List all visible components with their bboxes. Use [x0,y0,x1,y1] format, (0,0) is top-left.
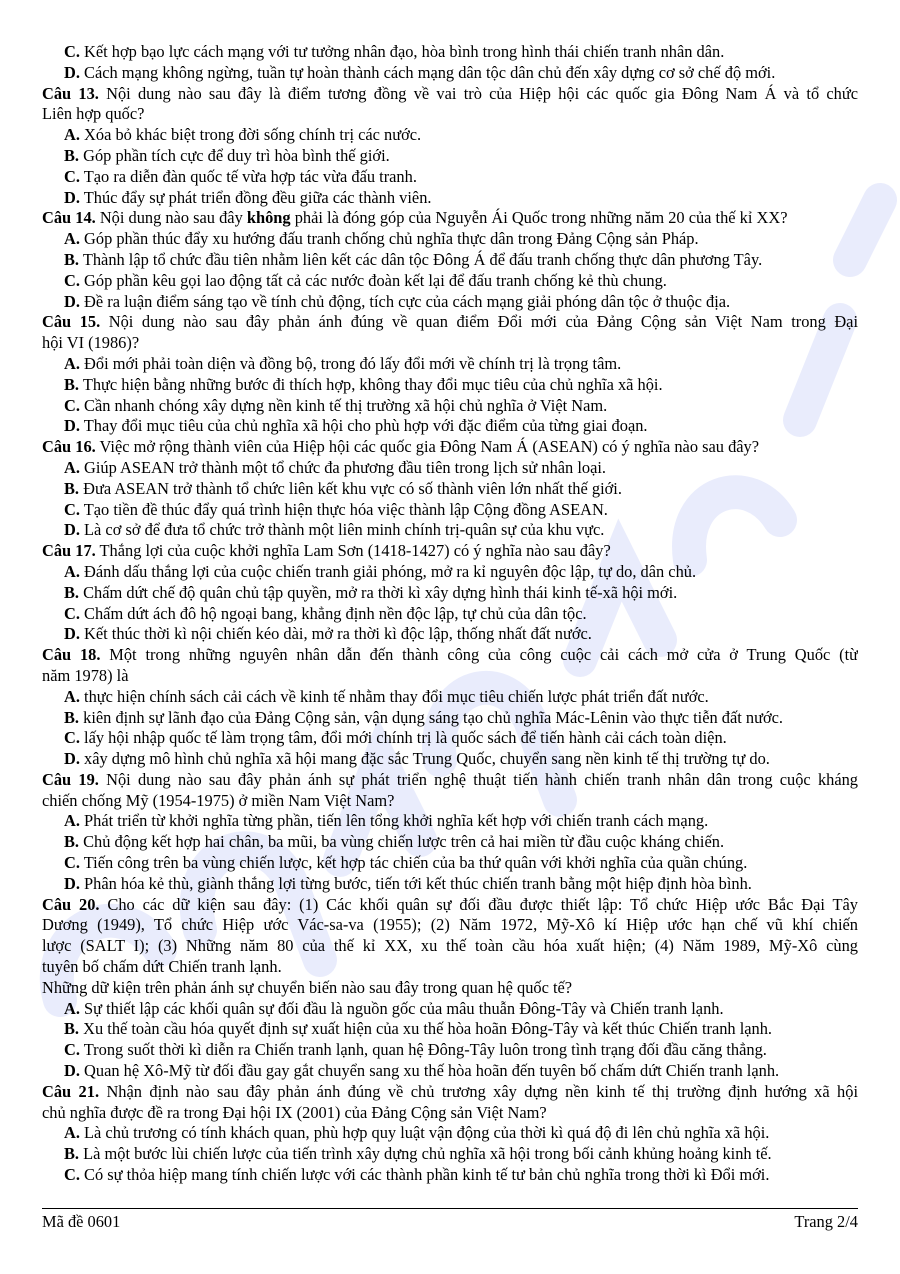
answer-option [42,188,858,209]
question-text: chủ nghĩa được đề ra trong Đại hội IX (2001) của Đảng Cộng sản Việt Nam? [42,1102,547,1122]
option-text: Cần nhanh chóng xây dựng nền kinh tế thị trường xã hội chủ nghĩa ở Việt Nam. [79,395,608,415]
option-letter: D. [64,1061,80,1081]
answer-option [42,292,858,313]
option-letter: A. [64,1123,80,1143]
answer-option [42,874,858,895]
option-letter: B. [64,1144,80,1164]
option-letter: C. [64,1040,80,1060]
option-text: Tiến công trên ba vùng chiến lược, kết hợp tác chiến của ba thứ quân với khởi nghĩa của quần chúng. [79,853,748,873]
option-text: Đánh dấu thắng lợi của cuộc chiến tranh giải phóng, mở ra kỉ nguyên độc lập, tự do, dân chủ. [79,561,697,581]
option-letter: C. [64,395,80,415]
question-text: Cho các dữ kiện sau đây: (1) Các khối quân sự đối đầu được thiết lập: Tổ chức Hiệp ước Bắc Đại Tây [99,894,858,914]
question-stem [42,1082,858,1103]
question-stem [42,84,858,105]
option-letter: D. [64,624,80,644]
answer-option [42,63,858,84]
option-letter: C. [64,603,80,623]
option-text: Là một bước lùi chiến lược của tiến trình xây dựng chủ nghĩa xã hội trong bối cảnh khủng hoảng kinh tế. [79,1144,772,1164]
option-text: thực hiện chính sách cải cách về kinh tế nhằm thay đổi mục tiêu chiến lược phát triển đất nước. [79,686,709,706]
option-letter: D. [64,520,80,540]
answer-option [42,1144,858,1165]
answer-option [42,811,858,832]
question-number: Câu 20. [42,894,100,914]
answer-option [42,125,858,146]
question-text: Một trong những nguyên nhân dẫn đến thành công của công cuộc cải cách mở cửa ở Trung Quốc (từ [100,645,858,665]
option-letter: A. [64,561,80,581]
question-continuation [42,791,858,812]
answer-option [42,1165,858,1186]
question-number: Câu 15. [42,312,101,332]
question-text: tuyên bố chấm dứt Chiến tranh lạnh. [42,957,282,977]
option-text: Trong suốt thời kì diễn ra Chiến tranh lạnh, quan hệ Đông-Tây luôn trong tình trạng đối đầu căng thẳng. [79,1040,767,1060]
question-stem [42,208,858,229]
option-letter: B. [64,249,80,269]
exam-code: Mã đề 0601 [42,1212,121,1231]
question-stem [42,645,858,666]
option-text: Góp phần tích cực để duy trì hòa bình thế giới. [79,145,390,165]
option-text: lấy hội nhập quốc tế làm trọng tâm, đổi mới chính trị là quốc sách để tiến hành cải cách toàn diện. [79,728,727,748]
option-text: Xu thế toàn cầu hóa quyết định sự xuất hiện của xu thế hòa hoãn Đông-Tây và kết thúc Chiến tranh lạnh. [79,1019,773,1039]
question-text: Nội dung nào sau đây phản ánh sự phát triển nghệ thuật tiến hành chiến tranh nhân dân trong cuộc kháng [98,769,858,789]
answer-option [42,999,858,1020]
answer-option [42,375,858,396]
question-number: Câu 21. [42,1081,100,1101]
exam-page-body [42,42,858,1186]
answer-option [42,250,858,271]
option-text: Giúp ASEAN trở thành một tổ chức đa phương đầu tiên trong lịch sử nhân loại. [79,457,607,477]
answer-option [42,167,858,188]
option-letter: D. [64,749,80,769]
option-text: Phân hóa kẻ thù, giành thắng lợi từng bước, tiến tới kết thúc chiến tranh bằng một hiệp định hòa bình. [79,873,752,893]
option-text: Có sự thỏa hiệp mang tính chiến lược với các thành phần kinh tế tư bản chủ nghĩa trong thời kì Đổi mới. [79,1165,770,1185]
question-number: Câu 16. [42,437,96,457]
option-text: Góp phần thúc đẩy xu hướng đấu tranh chống chủ nghĩa thực dân trong Đảng Cộng sản Pháp. [79,229,699,249]
option-text: Thành lập tổ chức đầu tiên nhằm liên kết các dân tộc Đông Á để đấu tranh chống thực dân phương Tây. [79,249,763,269]
option-letter: C. [64,853,80,873]
option-letter: A. [64,125,80,145]
option-text: Sự thiết lập các khối quân sự đối đầu là nguồn gốc của mâu thuẫn Đông-Tây và Chiến tranh lạnh. [79,998,724,1018]
question-text: Nội dung nào sau đây là điểm tương đồng về vai trò của Hiệp hội các quốc gia Đông Nam Á và tổ chức [98,83,858,103]
option-text: Kết hợp bạo lực cách mạng với tư tưởng nhân đạo, hòa bình trong hình thái chiến tranh nhân dân. [79,42,725,61]
question-text: năm 1978) là [42,665,129,685]
question-stem [42,770,858,791]
question-stem [42,541,858,562]
answer-option [42,1040,858,1061]
option-letter: C. [64,42,80,61]
option-letter: A. [64,686,80,706]
option-letter: A. [64,811,80,831]
answer-option [42,520,858,541]
question-continuation [42,936,858,957]
question-continuation [42,333,858,354]
option-letter: A. [64,353,80,373]
answer-option [42,479,858,500]
question-text: Những dữ kiện trên phản ánh sự chuyển biến nào sau đây trong quan hệ quốc tế? [42,977,573,997]
answer-option [42,271,858,292]
answer-option [42,562,858,583]
option-letter: C. [64,728,80,748]
answer-option [42,728,858,749]
question-text: chiến chống Mỹ (1954-1975) ở miền Nam Việt Nam? [42,790,395,810]
answer-option [42,832,858,853]
option-text: Góp phần kêu gọi lao động tất cả các nước đoàn kết lại để đấu tranh chống kẻ thù chung. [79,270,667,290]
answer-option [42,146,858,167]
answer-option [42,500,858,521]
option-text: Chấm dứt chế độ quân chủ tập quyền, mở ra thời kì xây dựng hình thái kinh tế-xã hội mới. [79,582,678,602]
option-letter: D. [64,291,80,311]
answer-option [42,1061,858,1082]
question-text: Thắng lợi của cuộc khởi nghĩa Lam Sơn (1418-1427) có ý nghĩa nào sau đây? [95,541,611,561]
option-text: Xóa bỏ khác biệt trong đời sống chính trị các nước. [79,125,422,145]
answer-option [42,42,858,63]
option-text: Đề ra luận điểm sáng tạo về tính chủ động, tích cực của cách mạng giải phóng dân tộc ở thuộc địa. [79,291,731,311]
option-letter: B. [64,478,80,498]
option-letter: D. [64,873,80,893]
question-stem [42,312,858,333]
option-letter: C. [64,499,80,519]
question-continuation [42,957,858,978]
question-text: Nội dung nào sau đây [95,208,247,228]
answer-option [42,229,858,250]
option-letter: B. [64,832,80,852]
option-text: Chủ động kết hợp hai chân, ba mũi, ba vùng chiến lược trên cả hai miền từ đầu cuộc kháng chiến. [79,832,725,852]
answer-option [42,583,858,604]
question-stem [42,437,858,458]
question-text: Nội dung nào sau đây phản ánh đúng về quan điểm Đổi mới của Đảng Cộng sản Việt Nam trong Đại [100,312,858,332]
option-text: kiên định sự lãnh đạo của Đảng Cộng sản, vận dụng sáng tạo chủ nghĩa Mác-Lênin vào thực tiễn đất nước. [79,707,784,727]
question-number: Câu 17. [42,541,96,561]
option-letter: D. [64,62,80,82]
question-text: lược (SALT I); (3) Những năm 80 của thế kỉ XX, xu thế toàn cầu hóa xuất hiện; (4) Năm 1989, Mỹ-Xô cùng [42,936,858,956]
page-footer [42,1208,858,1234]
question-text: phải là đóng góp của Nguyễn Ái Quốc trong những năm 20 của thế kỉ XX? [290,208,788,228]
option-text: Phát triển từ khởi nghĩa từng phần, tiến lên tổng khởi nghĩa kết hợp với chiến tranh cách mạng. [79,811,709,831]
question-text: hội VI (1986)? [42,333,140,353]
option-letter: B. [64,1019,80,1039]
option-letter: D. [64,416,80,436]
option-letter: A. [64,229,80,249]
question-number: Câu 18. [42,645,101,665]
question-text: Nhận định nào sau đây phản ánh đúng về chủ trương xây dựng nền kinh tế thị trường định hướng xã hội [99,1081,858,1101]
answer-option [42,1019,858,1040]
answer-option [42,354,858,375]
emphasis-word: không [246,208,291,228]
answer-option [42,624,858,645]
option-letter: B. [64,374,80,394]
page-number: Trang 2/4 [794,1212,858,1231]
answer-option [42,687,858,708]
option-text: Thực hiện bằng những bước đi thích hợp, không thay đổi mục tiêu của chủ nghĩa xã hội. [79,374,663,394]
option-letter: B. [64,707,80,727]
option-letter: C. [64,166,80,186]
answer-option [42,396,858,417]
option-text: xây dựng mô hình chủ nghĩa xã hội mang đặc sắc Trung Quốc, chuyển sang nền kinh tế thị trường tự do. [79,749,770,769]
question-stem [42,895,858,916]
question-continuation [42,978,858,999]
option-text: Đổi mới phải toàn diện và đồng bộ, trong đó lấy đổi mới về chính trị là trọng tâm. [79,353,622,373]
answer-option [42,604,858,625]
question-text: Việc mở rộng thành viên của Hiệp hội các quốc gia Đông Nam Á (ASEAN) có ý nghĩa nào sau đây? [95,437,760,457]
question-continuation [42,104,858,125]
answer-option [42,749,858,770]
option-letter: C. [64,1165,80,1185]
question-continuation [42,915,858,936]
option-text: Thúc đẩy sự phát triển đồng đều giữa các thành viên. [79,187,432,207]
option-letter: A. [64,457,80,477]
option-letter: B. [64,145,80,165]
answer-option [42,458,858,479]
option-letter: A. [64,998,80,1018]
option-letter: B. [64,582,80,602]
option-text: Quan hệ Xô-Mỹ từ đối đầu gay gắt chuyển sang xu thế hòa hoãn đến tuyên bố chấm dứt Chiến tranh lạnh. [79,1061,780,1081]
option-text: Tạo tiền đề thúc đẩy quá trình hiện thực hóa việc thành lập Cộng đồng ASEAN. [79,499,608,519]
answer-option [42,416,858,437]
question-text: Liên hợp quốc? [42,104,145,124]
option-text: Là cơ sở để đưa tổ chức trở thành một liên minh chính trị-quân sự của khu vực. [79,520,605,540]
option-text: Kết thúc thời kì nội chiến kéo dài, mở ra thời kì độc lập, thống nhất đất nước. [79,624,592,644]
answer-option [42,708,858,729]
question-number: Câu 14. [42,208,96,228]
question-number: Câu 13. [42,83,99,103]
answer-option [42,853,858,874]
option-text: Đưa ASEAN trở thành tổ chức liên kết khu vực có số thành viên lớn nhất thế giới. [79,478,622,498]
option-text: Chấm dứt ách đô hộ ngoại bang, khẳng định nền độc lập, tự chủ của dân tộc. [79,603,587,623]
question-text: Dương (1949), Tổ chức Hiệp ước Vác-sa-va (1955); (2) Năm 1972, Mỹ-Xô kí Hiệp ước hạn chế vũ khí chiến [42,915,858,935]
option-letter: D. [64,187,80,207]
answer-option [42,1123,858,1144]
question-continuation [42,666,858,687]
question-continuation [42,1103,858,1124]
question-number: Câu 19. [42,769,99,789]
option-text: Tạo ra diễn đàn quốc tế vừa hợp tác vừa đấu tranh. [79,166,417,186]
option-text: Là chủ trương có tính khách quan, phù hợp quy luật vận động của thời kì quá độ đi lên chủ nghĩa xã hội. [79,1123,770,1143]
option-text: Thay đổi mục tiêu của chủ nghĩa xã hội cho phù hợp với đặc điểm của từng giai đoạn. [79,416,648,436]
option-text: Cách mạng không ngừng, tuần tự hoàn thành cách mạng dân tộc dân chủ đến xây dựng cơ sở chế độ mới. [79,62,776,82]
option-letter: C. [64,270,80,290]
